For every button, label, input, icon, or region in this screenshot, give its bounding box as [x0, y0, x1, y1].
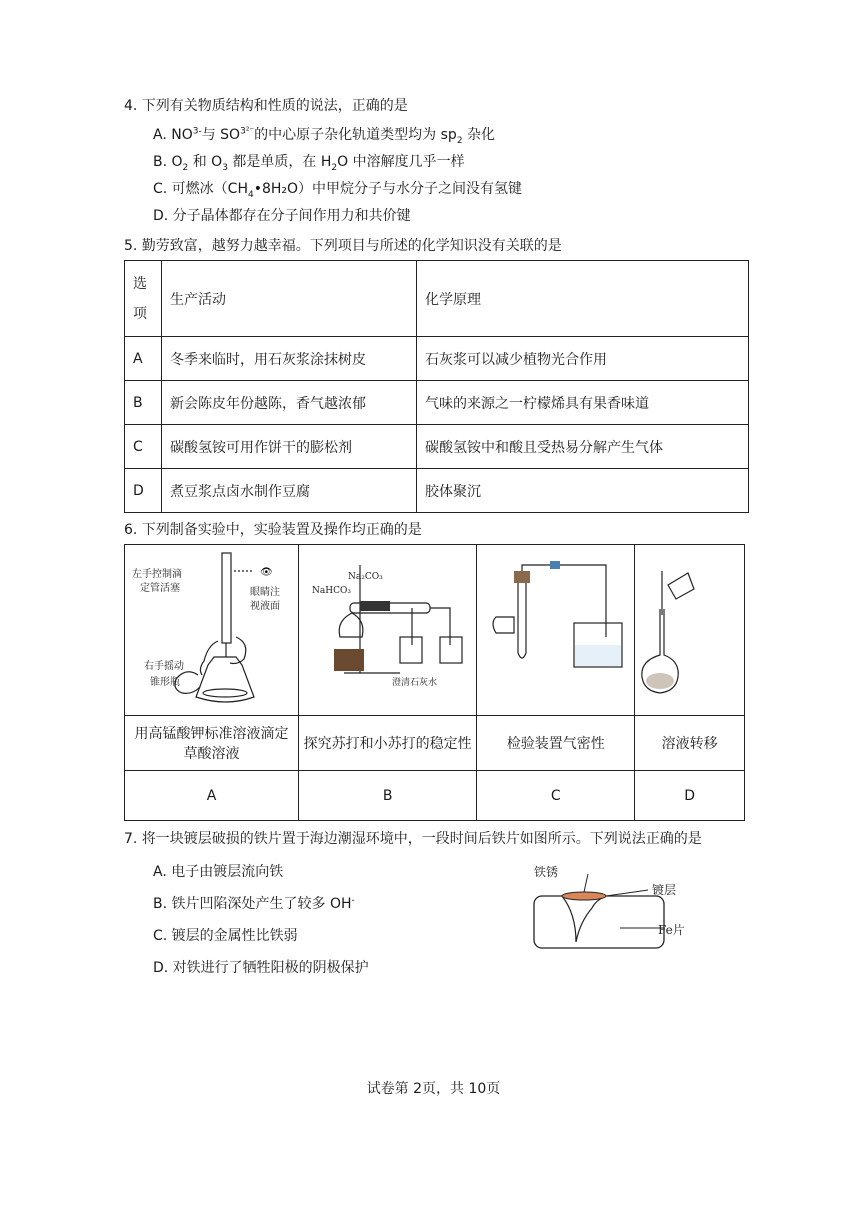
left-hand [200, 641, 218, 675]
delivery-tube [522, 565, 606, 637]
beaker-right [440, 637, 462, 663]
svg-text:澄清石灰水: 澄清石灰水 [391, 678, 437, 688]
q4-option-d: D. 分子晶体都存在分子间作用力和共价键 [153, 208, 411, 224]
iron-plate [534, 896, 664, 948]
caption-a: 用高锰酸钾标准溶液滴定草酸溶液 [125, 716, 299, 771]
svg-text:Na₂CO₃: Na₂CO₃ [347, 572, 383, 582]
q4-stem: 4. 下列有关物质结构和性质的说法，正确的是 [124, 98, 408, 114]
figure-titration [125, 545, 299, 716]
letter-row: A B C D [125, 771, 745, 821]
svg-text:右手摇动: 右手摇动 [143, 661, 184, 672]
conical-flask [196, 657, 254, 702]
svg-text:视液面: 视液面 [249, 601, 280, 612]
figure-row [125, 545, 745, 716]
q4-option-a: A. $NO^{3-}$与 $SO^{3^{2-}}$的中心原子杂化轨道类型均为 $sp_2$ 杂化 [153, 126, 495, 146]
svg-text:NaHCO₃: NaHCO₃ [311, 586, 351, 596]
q5-table [124, 260, 749, 513]
burette [222, 553, 231, 643]
titration-illustration [126, 545, 298, 711]
q4-option-c: C. 可燃冰$(CH_4•8H_2O)$中甲烷分子与水分子之间没有氢键 [153, 181, 523, 200]
pour-beaker [668, 573, 694, 599]
pit [562, 896, 606, 942]
q6-stem: 6. 下列制备实验中，实验装置及操作均正确的是 [124, 522, 422, 538]
airtightness-illustration [478, 545, 634, 711]
figure-airtightness [477, 545, 635, 716]
label-iron: Fe片 [658, 923, 685, 937]
test-tube [518, 575, 526, 658]
page-footer: 试卷第 2页，共 10页 [366, 1081, 501, 1097]
svg-text:锥形瓶: 锥形瓶 [149, 677, 180, 688]
transfer-illustration [636, 545, 744, 711]
flask-solution [646, 673, 674, 689]
q4-option-b: B. $O_2$ 和 $O_3$ 都是单质，在 $H_2O$ 中溶解度几乎一样 [153, 154, 465, 173]
lamp-base [334, 649, 364, 671]
q7-option-a: A. 电子由镀层流向铁 [153, 864, 284, 880]
inner-tube [360, 601, 390, 611]
caption-c: 检验装置气密性 [477, 716, 635, 771]
eye-icon: 👁 [259, 567, 273, 578]
table-row: C 碳酸氢铵可用作饼干的膨松剂 碳酸氢铵中和酸且受热易分解产生气体 [125, 425, 749, 469]
rust-patch [562, 892, 606, 900]
caption-b: 探究苏打和小苏打的稳定性 [299, 716, 477, 771]
table-header-row [125, 261, 749, 337]
iron-plate-figure [528, 862, 718, 954]
caption-d: 溶液转移 [635, 716, 745, 771]
table-row: A 冬季来临时，用石灰浆涂抹树皮 石灰浆可以减少植物光合作用 [125, 337, 749, 381]
header-activity: 生产活动 [162, 261, 417, 337]
water [575, 645, 621, 666]
table-row: B 新会陈皮年份越陈，香气越浓郁 气味的来源之一柠檬烯具有果香味道 [125, 381, 749, 425]
alcohol-lamp [339, 613, 363, 637]
svg-text:眼睛注: 眼睛注 [249, 587, 280, 598]
beaker-left [400, 637, 422, 663]
label-rust: 铁锈 [534, 865, 559, 879]
q7-stem: 7. 将一块镀层破损的铁片置于海边潮湿环境中，一段时间后铁片如图所示。下列说法正确的是 [124, 831, 702, 847]
label-coating: 镀层 [652, 883, 677, 897]
q7-option-d: D. 对铁进行了牺牲阳极的阴极保护 [153, 960, 369, 976]
header-option: 选 项 [125, 261, 162, 337]
figure-transfer [635, 545, 745, 716]
svg-text:定管活塞: 定管活塞 [139, 583, 180, 594]
q6-table [124, 544, 745, 821]
q5-stem: 5. 勤劳致富，越努力越幸福。下列项目与所述的化学知识没有关联的是 [124, 238, 562, 254]
figure-heating [299, 545, 477, 716]
header-principle: 化学原理 [417, 261, 749, 337]
heating-illustration [300, 545, 476, 711]
q7-option-c: C. 镀层的金属性比铁弱 [153, 928, 298, 944]
table-row: D 煮豆浆点卤水制作豆腐 胶体聚沉 [125, 469, 749, 513]
hand [493, 617, 514, 633]
q7-option-b: B. 铁片凹陷深处产生了较多 OH- [153, 895, 355, 912]
stopper [514, 571, 530, 583]
svg-text:左手控制滴: 左手控制滴 [131, 569, 182, 580]
caption-row [125, 716, 745, 771]
tube-joint [550, 561, 560, 569]
